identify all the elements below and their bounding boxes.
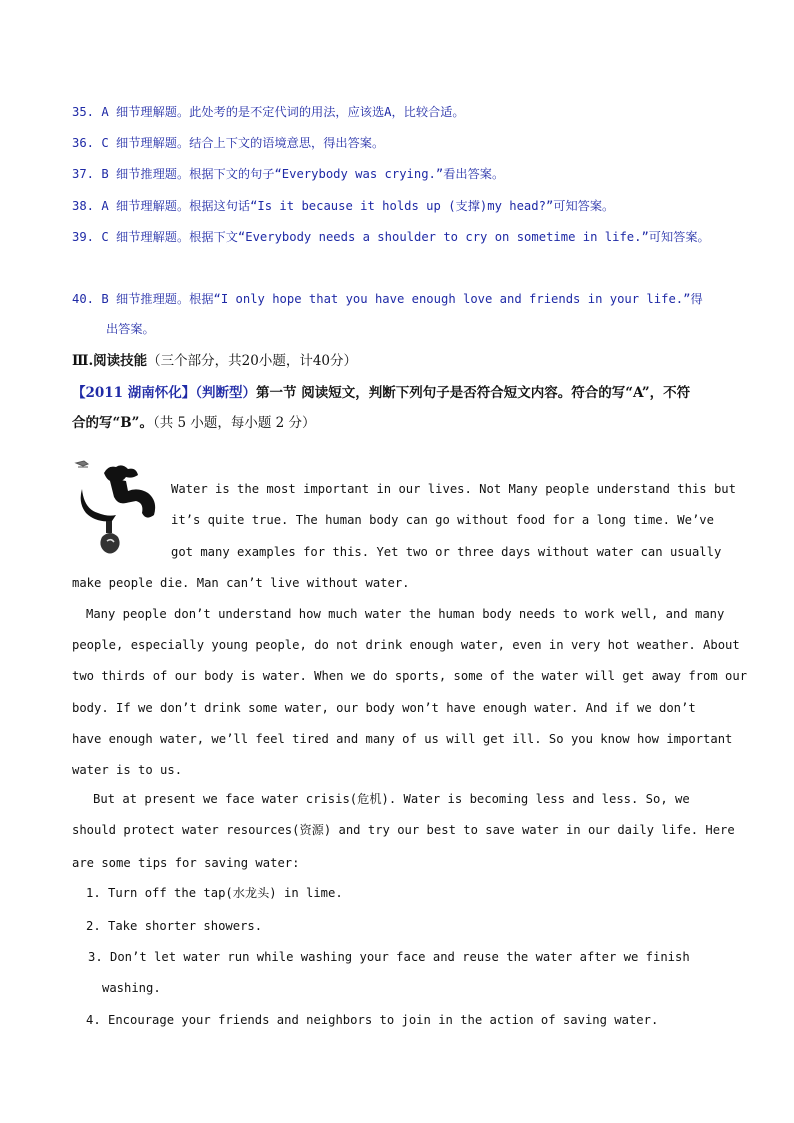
answer-37: 37. B 细节推理题。根据下文的句子“Everybody was crying.”看出答案。 [72,167,505,181]
tip-item: 1. Turn off the tap(水龙头) in lime. [86,886,343,900]
passage-line: it’s quite true. The human body can go without food for a long time. We’ve [171,513,714,527]
passage-line: people, especially young people, do not drink enough water, even in very hot weather. About [72,638,740,652]
passage-line: two thirds of our body is water. When we do sports, some of the water will get away from our [72,669,748,683]
task-type-tag: （判断型） [195,385,257,401]
water-tap-ink-icon [74,459,162,559]
task-instruction-line1 [72,384,690,402]
tip-item-cont: washing. [102,981,161,995]
tip-item: 2. Take shorter showers. [86,919,263,933]
task-scoring-note: （共 5 小题，每小题 2 分） [152,415,316,431]
task-instruction-text: 第一节 阅读短文，判断下列句子是否符合短文内容。符合的写“A”，不符 [256,385,691,401]
section-note: （三个部分，共20小题，计40分） [147,353,357,369]
passage-line: are some tips for saving water: [72,856,300,870]
task-instruction-line2 [72,414,316,432]
answer-36: 36. C 细节理解题。结合上下文的语境意思，得出答案。 [72,136,385,150]
answer-39: 39. C 细节理解题。根据下文“Everybody needs a shoulder to cry on sometime in life.”可知答案。 [72,230,710,244]
task-instruction-text-2: 合的写“B”。 [72,415,153,431]
water-tap-illustration [74,459,162,559]
section-title: Ⅲ.阅读技能 [72,353,148,369]
tip-item: 3. Don’t let water run while washing your face and reuse the water after we finish [88,950,690,964]
answer-35: 35. A 细节理解题。此处考的是不定代词的用法，应该选A，比较合适。 [72,105,465,119]
passage-line: should protect water resources(资源) and try our best to save water in our daily life. Here [72,823,735,837]
passage-line: have enough water, we’ll feel tired and many of us will get ill. So you know how important [72,732,733,746]
passage-line: make people die. Man can’t live without water. [72,576,410,590]
passage-line: water is to us. [72,763,183,777]
passage-line: But at present we face water crisis(危机). Water is becoming less and less. So, we [93,792,690,806]
answer-40: 40. B 细节推理题。根据“I only hope that you have enough love and friends in your life.”得 [72,292,703,306]
passage-line: Water is the most important in our lives. Not Many people understand this but [171,482,736,496]
passage-line: body. If we don’t drink some water, our body won’t have enough water. And if we don’t [72,701,696,715]
answer-40-cont: 出答案。 [106,322,155,336]
passage-line: Many people don’t understand how much water the human body needs to work well, and many [86,607,725,621]
task-source-tag: 【2011 湖南怀化】 [72,385,196,401]
section-heading [72,352,357,370]
tip-item: 4. Encourage your friends and neighbors to join in the action of saving water. [86,1013,659,1027]
passage-line: got many examples for this. Yet two or three days without water can usually [171,545,722,559]
answer-38: 38. A 细节理解题。根据这句话“Is it because it holds up (支撑)my head?”可知答案。 [72,199,615,213]
